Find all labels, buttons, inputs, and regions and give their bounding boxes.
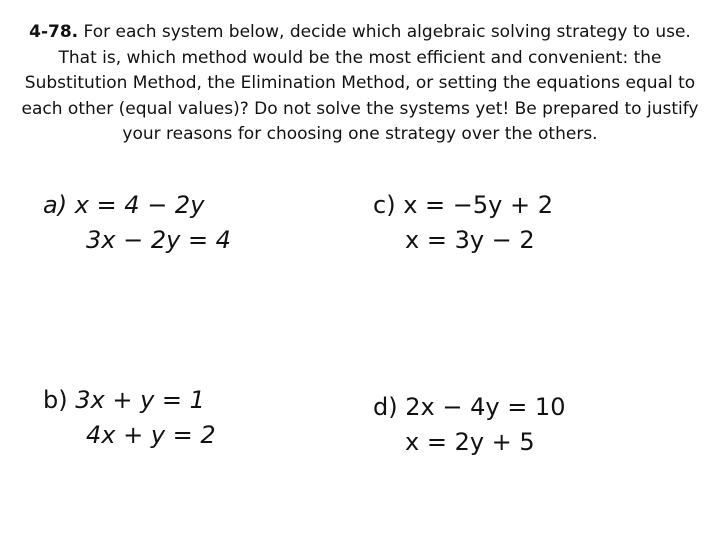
instructions-paragraph — [20, 20, 700, 148]
problem-b-label: b) — [43, 386, 68, 414]
problem-c-equation-2: x = 3y − 2 — [405, 226, 535, 254]
instructions-text: For each system below, decide which algebraic solving strategy to use. That is, which method would be the most efficient and convenient: the Substitution Method, the Elimination Method, or setting the equations equal to each other (equal values)? Do not solve the systems yet! Be prepared to justify your reasons for choosing one strategy over the others. — [21, 22, 699, 144]
problem-b — [43, 383, 216, 453]
problem-c-equation-1: x = −5y + 2 — [403, 191, 553, 219]
problem-b-equation-2: 4x + y = 2 — [86, 421, 216, 449]
problem-d-equation-1: 2x − 4y = 10 — [405, 393, 566, 421]
problem-number: 4-78. — [29, 22, 79, 42]
problem-d — [373, 390, 565, 460]
problem-d-equation-2: x = 2y + 5 — [405, 428, 535, 456]
problem-c-label: c) — [373, 191, 396, 219]
problem-b-equation-1: 3x + y = 1 — [75, 386, 205, 414]
problem-c — [373, 188, 553, 258]
problem-a-equation-1: x = 4 − 2y — [74, 191, 205, 219]
problem-a — [43, 188, 231, 258]
problem-a-label: a) — [43, 191, 68, 219]
problem-a-equation-2: 3x − 2y = 4 — [86, 226, 231, 254]
problem-d-label: d) — [373, 393, 398, 421]
